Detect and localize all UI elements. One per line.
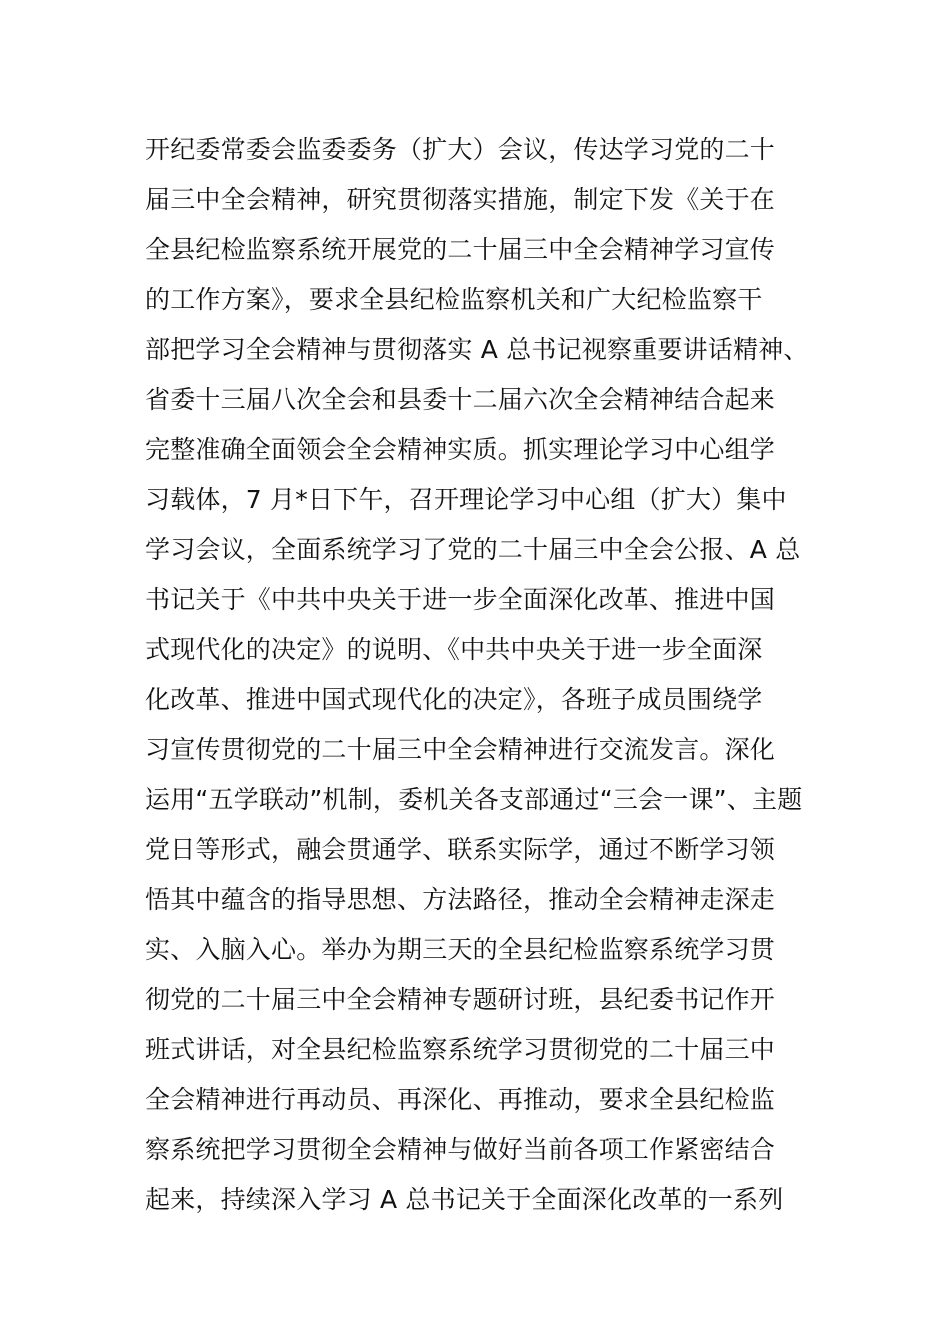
- text-line: 运用“五学联动”机制，委机关各支部通过“三会一课”、主题: [145, 785, 803, 814]
- text-line: 察系统把学习贯彻全会精神与做好当前各项工作紧密结合: [145, 1135, 776, 1164]
- text-line: 习宣传贯彻党的二十届三中全会精神进行交流发言。深化: [145, 735, 776, 764]
- text-line: 党日等形式，融会贯通学、联系实际学，通过不断学习领: [145, 835, 776, 864]
- text-line: 习载体，7 月*日下午，召开理论学习中心组（扩大）集中: [145, 485, 787, 514]
- text-line: 完整准确全面领会全会精神实质。抓实理论学习中心组学: [145, 435, 776, 464]
- text-line: 化改革、推进中国式现代化的决定》，各班子成员围绕学: [145, 685, 763, 714]
- text-line: 起来，持续深入学习 A 总书记关于全面深化改革的一系列: [145, 1185, 784, 1214]
- text-line: 班式讲话，对全县纪检监察系统学习贯彻党的二十届三中: [145, 1035, 776, 1064]
- text-line: 实、入脑入心。举办为期三天的全县纪检监察系统学习贯: [145, 935, 776, 964]
- text-line: 悟其中蕴含的指导思想、方法路径，推动全会精神走深走: [145, 885, 776, 914]
- body-paragraph: [145, 125, 825, 1225]
- text-line: 开纪委常委会监委委务（扩大）会议，传达学习党的二十: [145, 135, 776, 164]
- text-line: 学习会议，全面系统学习了党的二十届三中全会公报、A 总: [145, 535, 801, 564]
- text-line: 届三中全会精神，研究贯彻落实措施，制定下发《关于在: [145, 185, 776, 214]
- text-line: 部把学习全会精神与贯彻落实 A 总书记视察重要讲话精神、: [145, 335, 809, 364]
- text-line: 全会精神进行再动员、再深化、再推动，要求全县纪检监: [145, 1085, 776, 1114]
- text-line: 书记关于《中共中央关于进一步全面深化改革、推进中国: [145, 585, 776, 614]
- text-line: 的工作方案》，要求全县纪检监察机关和广大纪检监察干: [145, 285, 763, 314]
- text-line: 全县纪检监察系统开展党的二十届三中全会精神学习宣传: [145, 235, 776, 264]
- text-line: 彻党的二十届三中全会精神专题研讨班，县纪委书记作开: [145, 985, 776, 1014]
- text-line: 式现代化的决定》的说明、《中共中央关于进一步全面深: [145, 635, 763, 664]
- text-line: 省委十三届八次全会和县委十二届六次全会精神结合起来: [145, 385, 776, 414]
